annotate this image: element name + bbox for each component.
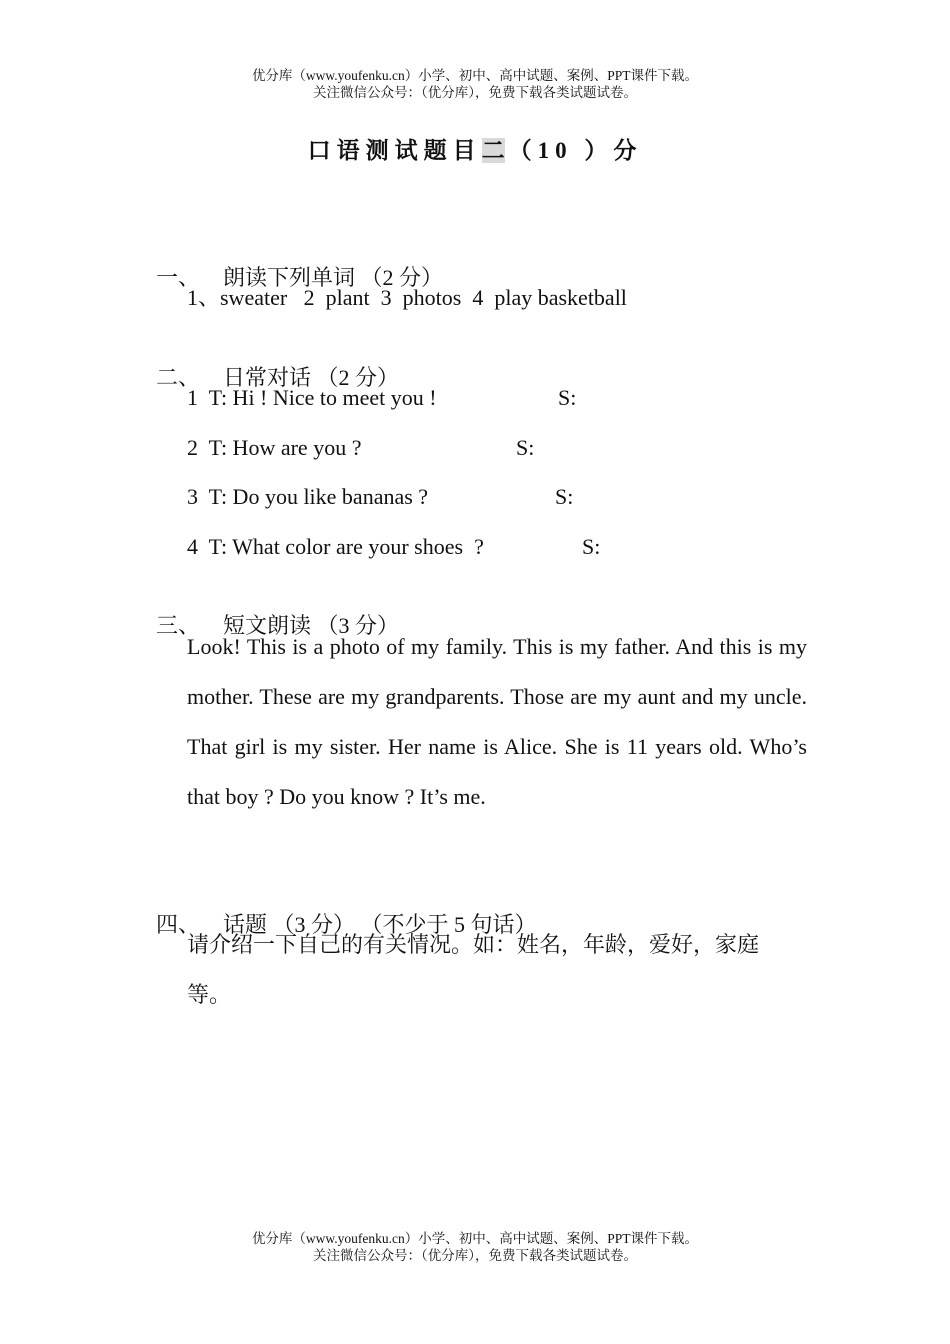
section-number: 二、 bbox=[156, 365, 201, 390]
footer-line-1: 优分库（www.youfenku.cn）小学、初中、高中试题、案例、PPT课件下载。 bbox=[251, 1231, 699, 1246]
section-title: 话题 （3 分） （不少于 5 句话） bbox=[223, 912, 537, 937]
dialogue-question-3: 3 T: Do you like bananas ? bbox=[187, 484, 429, 509]
section-title: 朗读下列单词 （2 分） bbox=[223, 265, 444, 290]
page-header bbox=[0, 67, 950, 101]
dialogue-question-4: 4 T: What color are your shoes ? bbox=[187, 534, 484, 559]
section-number: 四、 bbox=[156, 912, 201, 937]
section-number: 一、 bbox=[156, 265, 201, 290]
dialogue-answer-2: S: bbox=[516, 435, 535, 460]
section-number: 三、 bbox=[156, 613, 201, 638]
dialogue-answer-3: S: bbox=[555, 484, 574, 509]
title-highlight: 二 bbox=[481, 138, 505, 163]
reading-passage: Look! This is a photo of my family. This is my father. And this is my mother. These are my grandparents. Those are my aunt and my uncle. That girl is my sister. Her name is Alice. She is 11 years old. Who’s that boy ? Do you know ? It’s me. bbox=[187, 634, 807, 809]
dialogue-answer-4: S: bbox=[582, 534, 601, 559]
section-title: 日常对话 （2 分） bbox=[223, 365, 400, 390]
footer-line-2: 关注微信公众号：（优分库），免费下载各类试题试卷。 bbox=[313, 1248, 637, 1263]
section-title: 短文朗读 （3 分） bbox=[223, 613, 400, 638]
header-line-1: 优分库（www.youfenku.cn）小学、初中、高中试题、案例、PPT课件下载。 bbox=[251, 68, 699, 83]
title-prefix: 口语测试题目 bbox=[307, 138, 482, 163]
page-footer bbox=[0, 1230, 950, 1264]
topic-instructions: 请介绍一下自己的有关情况。如：姓名，年龄，爱好，家庭等。 bbox=[187, 932, 760, 1007]
dialogue-question-1: 1 T: Hi ! Nice to meet you ! bbox=[187, 385, 437, 410]
header-line-2: 关注微信公众号：（优分库），免费下载各类试题试卷。 bbox=[313, 85, 637, 100]
dialogue-question-2: 2 T: How are you ? bbox=[187, 435, 362, 460]
word-list: 1、sweater 2 plant 3 photos 4 play basketball bbox=[187, 285, 627, 310]
page-title bbox=[0, 132, 950, 165]
dialogue-answer-1: S: bbox=[558, 385, 577, 410]
title-suffix: （10 ）分 bbox=[508, 138, 643, 163]
